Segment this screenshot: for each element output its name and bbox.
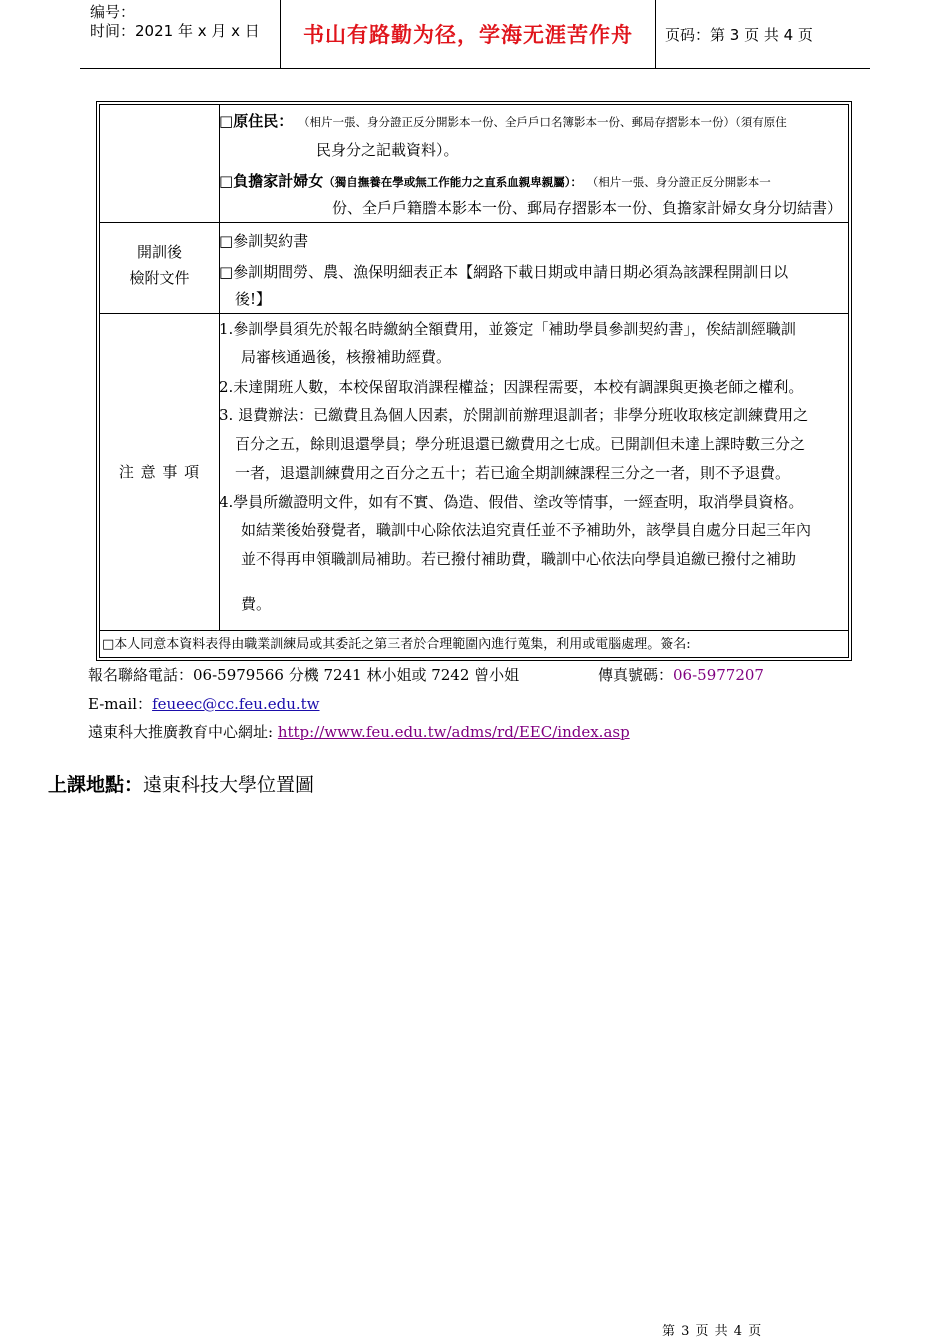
number-label: 编号： [90, 3, 136, 21]
row-divider [100, 630, 848, 631]
site-link[interactable]: http://www.feu.edu.tw/adms/rd/EEC/index.asp [277, 723, 630, 741]
note-4: 4.學員所繳證明文件，如有不實、偽造、假借、塗改等情事，一經查明，取消學員資格。 [219, 493, 804, 511]
email-label: E-mail： [88, 695, 153, 713]
note-3-cont: 百分之五，餘則退還學員；學分班退還已繳費用之七成。已開訓但未達上課時數三分之 [235, 435, 806, 453]
female-label: 負擔家計婦女 [233, 172, 324, 190]
table-inner-frame [99, 104, 849, 658]
aboriginal-item [219, 111, 787, 132]
class-location [48, 770, 314, 797]
note-3-cont: 一者，退還訓練費用之百分之五十；若已逾全期訓練課程三分之一者，則不予退費。 [235, 464, 791, 482]
location-value: 遠東科技大學位置圖 [143, 774, 315, 796]
note-2: 2.未達開班人數，本校保留取消課程權益；因課程需要，本校有調課與更換老師之權利。 [219, 378, 804, 396]
phone-text: 報名聯絡電話：06-5979566 分機 7241 林小姐或 7242 曾小姐 [88, 666, 520, 684]
female-item [219, 170, 771, 193]
contact-fax [598, 664, 764, 685]
page-header [80, 0, 870, 69]
page-footer: 第 3 页 共 4 页 [662, 1324, 763, 1339]
row-divider [100, 313, 848, 314]
contact-phone [88, 664, 519, 685]
header-meta [80, 0, 280, 68]
contact-email [88, 693, 320, 714]
registration-table [96, 101, 852, 661]
doc-item-contract: □參訓契約書 [219, 232, 309, 250]
doc-item-insurance: □參訓期間勞、農、漁保明細表正本【網路下載日期或申請日期必須為該課程開訓日以 [219, 263, 789, 281]
page-code: 页码：第 3 页 共 4 页 [665, 25, 813, 44]
note-1: 1.參訓學員須先於報名時繳納全額費用，並簽定「補助學員參訓契約書」，俟結訓經職訓 [219, 320, 796, 338]
fax-label: 傳真號碼： [598, 666, 674, 684]
aboriginal-desc-cont: 民身分之記載資料）。 [316, 141, 459, 159]
female-paren: （獨自撫養在學或無工作能力之直系血親卑親屬）： [323, 175, 582, 189]
female-desc: （相片一張、身分證正反分開影本一 [586, 175, 771, 189]
label-line: 檢附文件 [129, 269, 190, 287]
time-label: 时间：2021 年 x 月 x 日 [90, 22, 260, 40]
location-label: 上課地點： [48, 774, 144, 796]
doc-item-insurance-cont: 後!】 [235, 290, 272, 308]
note-3: 3. 退費辦法：已繳費且為個人因素，於開訓前辦理退訓者；非學分班收取核定訓練費用之 [219, 406, 809, 424]
note-4-cont: 並不得再申領職訓局補助。若已撥付補助費，職訓中心依法向學員追繳已撥付之補助 [241, 550, 797, 568]
aboriginal-desc: （相片一張、身分證正反分開影本一份、全戶戶口名簿影本一份、郵局存摺影本一份）（須有原住 [297, 115, 787, 129]
checkbox-icon: □ [219, 112, 234, 130]
post-training-docs-label [100, 239, 219, 291]
notes-label: 注 意 事 項 [118, 463, 201, 481]
aboriginal-label: 原住民： [233, 112, 294, 130]
contact-website [88, 721, 630, 742]
row-divider [100, 222, 848, 223]
motto: 书山有路勤为径，学海无涯苦作舟 [280, 0, 656, 68]
note-1-cont: 局審核通過後，核撥補助經費。 [241, 348, 452, 366]
fax-number: 06-5977207 [673, 666, 764, 684]
note-4-cont: 費。 [241, 595, 272, 613]
site-label: 遠東科大推廣教育中心網址: [88, 723, 278, 741]
email-link[interactable]: feueec@cc.feu.edu.tw [152, 695, 320, 713]
checkbox-icon: □ [219, 172, 234, 190]
consent-statement: □本人同意本資料表得由職業訓練局或其委託之第三者於合理範圍內進行蒐集，利用或電腦處理。簽名: [102, 637, 691, 652]
label-line: 開訓後 [136, 243, 182, 261]
female-desc-cont: 份、全戶戶籍謄本影本一份、郵局存摺影本一份、負擔家計婦女身分切結書） [332, 199, 843, 217]
note-4-cont: 如結業後始發覺者，職訓中心除依法追究責任並不予補助外，該學員自處分日起三年內 [241, 521, 812, 539]
